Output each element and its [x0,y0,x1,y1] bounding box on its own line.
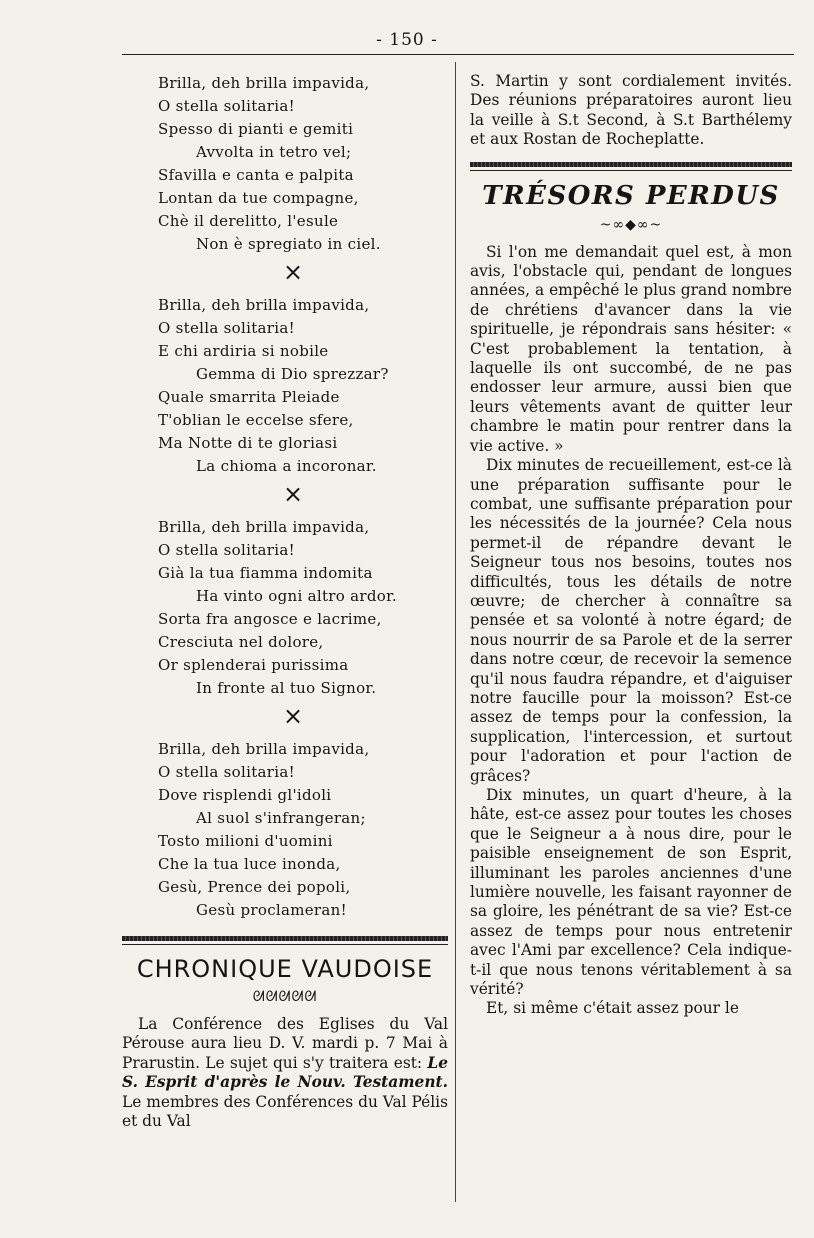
tresors-paragraph: Et, si même c'était assez pour le [486,999,739,1018]
stanza-separator: × [282,702,304,730]
tresors-title: TRÉSORS PERDUS [482,180,780,211]
tresors-paragraph: Si l'on me demandait quel est, à mon avis, l'obstacle qui, pendant de longues années, a empêché le plus grand nombre de chrétiens d'avancer dans la vie spirituelle, je répondrais sans hésiter: « C'est probablement la tentation, à laquelle ils ont succombé, de ne pas endosser leur armure, aussi bien que leurs vêtements avant de quitter leur chambre le matin pour rentrer dans la vie active. » [470,242,792,455]
poem-line: Brilla, deh brilla impavida, [158,74,370,92]
poem-line: O stella solitaria! [158,541,295,559]
poem-line: Che la tua luce inonda, [158,855,341,873]
poem-stanza [158,738,448,922]
poem-line: Lontan da tue compagne, [158,189,359,207]
poem-line: Ma Notte di te gloriasi [158,434,338,452]
chronique-subject: Le S. Esprit d'après le Nouv. Testament. [122,1053,448,1092]
poem-line: Cresciuta nel dolore, [158,633,324,651]
poem-line: Gesù proclameran! [196,901,347,919]
chronique-text: La Conférence des Eglises du Val Pérouse aura lieu D. V. mardi p. 7 Mai à Prarustin. Le sujet qui s'y traitera est: [122,1015,448,1072]
right-column [470,72,792,1019]
poem-line: Dove risplendi gl'idoli [158,786,332,804]
poem-line: Quale smarrita Pleiade [158,388,340,406]
chronique-ornament: ᘛᘛᘛᘛᘛ [252,989,318,1005]
poem-line: Non è spregiato in ciel. [196,235,381,253]
poem-line: Sfavilla e canta e palpita [158,166,354,184]
poem-line: O stella solitaria! [158,763,295,781]
poem-line: O stella solitaria! [158,97,295,115]
poem-line: Al suol s'infrangeran; [196,809,366,827]
poem-line: T'oblian le eccelse sfere, [158,411,354,429]
poem-line: Già la tua fiamma indomita [158,564,373,582]
stanza-separator: × [282,480,304,508]
left-column [122,72,448,1131]
tresors-ornament: ~∞◆∞~ [599,216,663,233]
poem-line: Brilla, deh brilla impavida, [158,518,370,536]
section-rule [122,936,448,941]
poem-line: Gesù, Prence dei popoli, [158,878,351,896]
poem-line: Chè il derelitto, l'esule [158,212,339,230]
poem-line: La chioma a incoronar. [196,457,377,475]
chronique-text-end: Le membres des Conférences du Val Pélis et du Val [122,1092,448,1131]
poem-stanza [158,294,448,478]
page-number: - 150 - [376,30,438,50]
poem-stanza [158,72,448,256]
poem-stanza [158,516,448,700]
poem-line: Sorta fra angosce e lacrime, [158,610,382,628]
tresors-body [470,243,792,1019]
tresors-paragraph: Dix minutes de recueillement, est-ce là une préparation suffisante pour le combat, une suffisante préparation pour les nécessités de la journée? Cela nous permet-il de répandre devant le Seigneur tous nos besoins, toutes nos difficultés, tous les détails de notre œuvre; de chercher à connaître sa pensée et sa volonté à notre égard; de nous nourrir de sa Parole et de la serrer dans notre cœur, de recevoir la semence qu'il nous faudra répandre, et d'aiguiser notre faucille pour la moisson? Est-ce assez de temps pour la confession, la supplication, l'intercession, et surtout pour l'adoration et pour l'action de grâces? [470,456,792,785]
chronique-paragraph [122,1015,448,1131]
top-rule [122,54,794,55]
poem-line: Avvolta in tetro vel; [196,143,352,161]
section-rule-thin [470,170,792,171]
chronique-continuation [470,72,792,150]
poem-line: Gemma di Dio sprezzar? [196,365,389,383]
poem-line: Or splenderai purissima [158,656,349,674]
poem-line: Brilla, deh brilla impavida, [158,740,370,758]
poem-line: O stella solitaria! [158,319,295,337]
tresors-paragraph: Dix minutes, un quart d'heure, à la hâte, est-ce assez pour toutes les choses que le Seigneur a à nous dire, pour le paisible enseignement de son Esprit, illuminant les paroles anciennes d'une lumière nouvelle, les faisant rayonner de sa gloire, les pénétrant de sa vie? Est-ce assez de temps pour nous entretenir avec l'Ami par excellence? Cela indique-t-il que nous tenons véritablement à sa vérité? [470,786,792,999]
poem [158,72,448,922]
poem-line: In fronte al tuo Signor. [196,679,377,697]
section-rule [470,162,792,167]
stanza-separator: × [282,258,304,286]
chronique-body [122,1015,448,1131]
section-rule-thin [122,944,448,945]
poem-line: Spesso di pianti e gemiti [158,120,354,138]
chronique-continuation-text: S. Martin y sont cordialement invités. Des réunions préparatoires auront lieu la veille à S.t Second, à S.t Barthélemy et aux Rostan de Rocheplatte. [470,72,792,149]
chronique-title: CHRONIQUE VAUDOISE [136,955,434,983]
poem-line: Brilla, deh brilla impavida, [158,296,370,314]
poem-line: Tosto milioni d'uomini [158,832,333,850]
poem-line: Ha vinto ogni altro ardor. [196,587,397,605]
poem-line: E chi ardiria si nobile [158,342,329,360]
column-divider [455,62,456,1202]
